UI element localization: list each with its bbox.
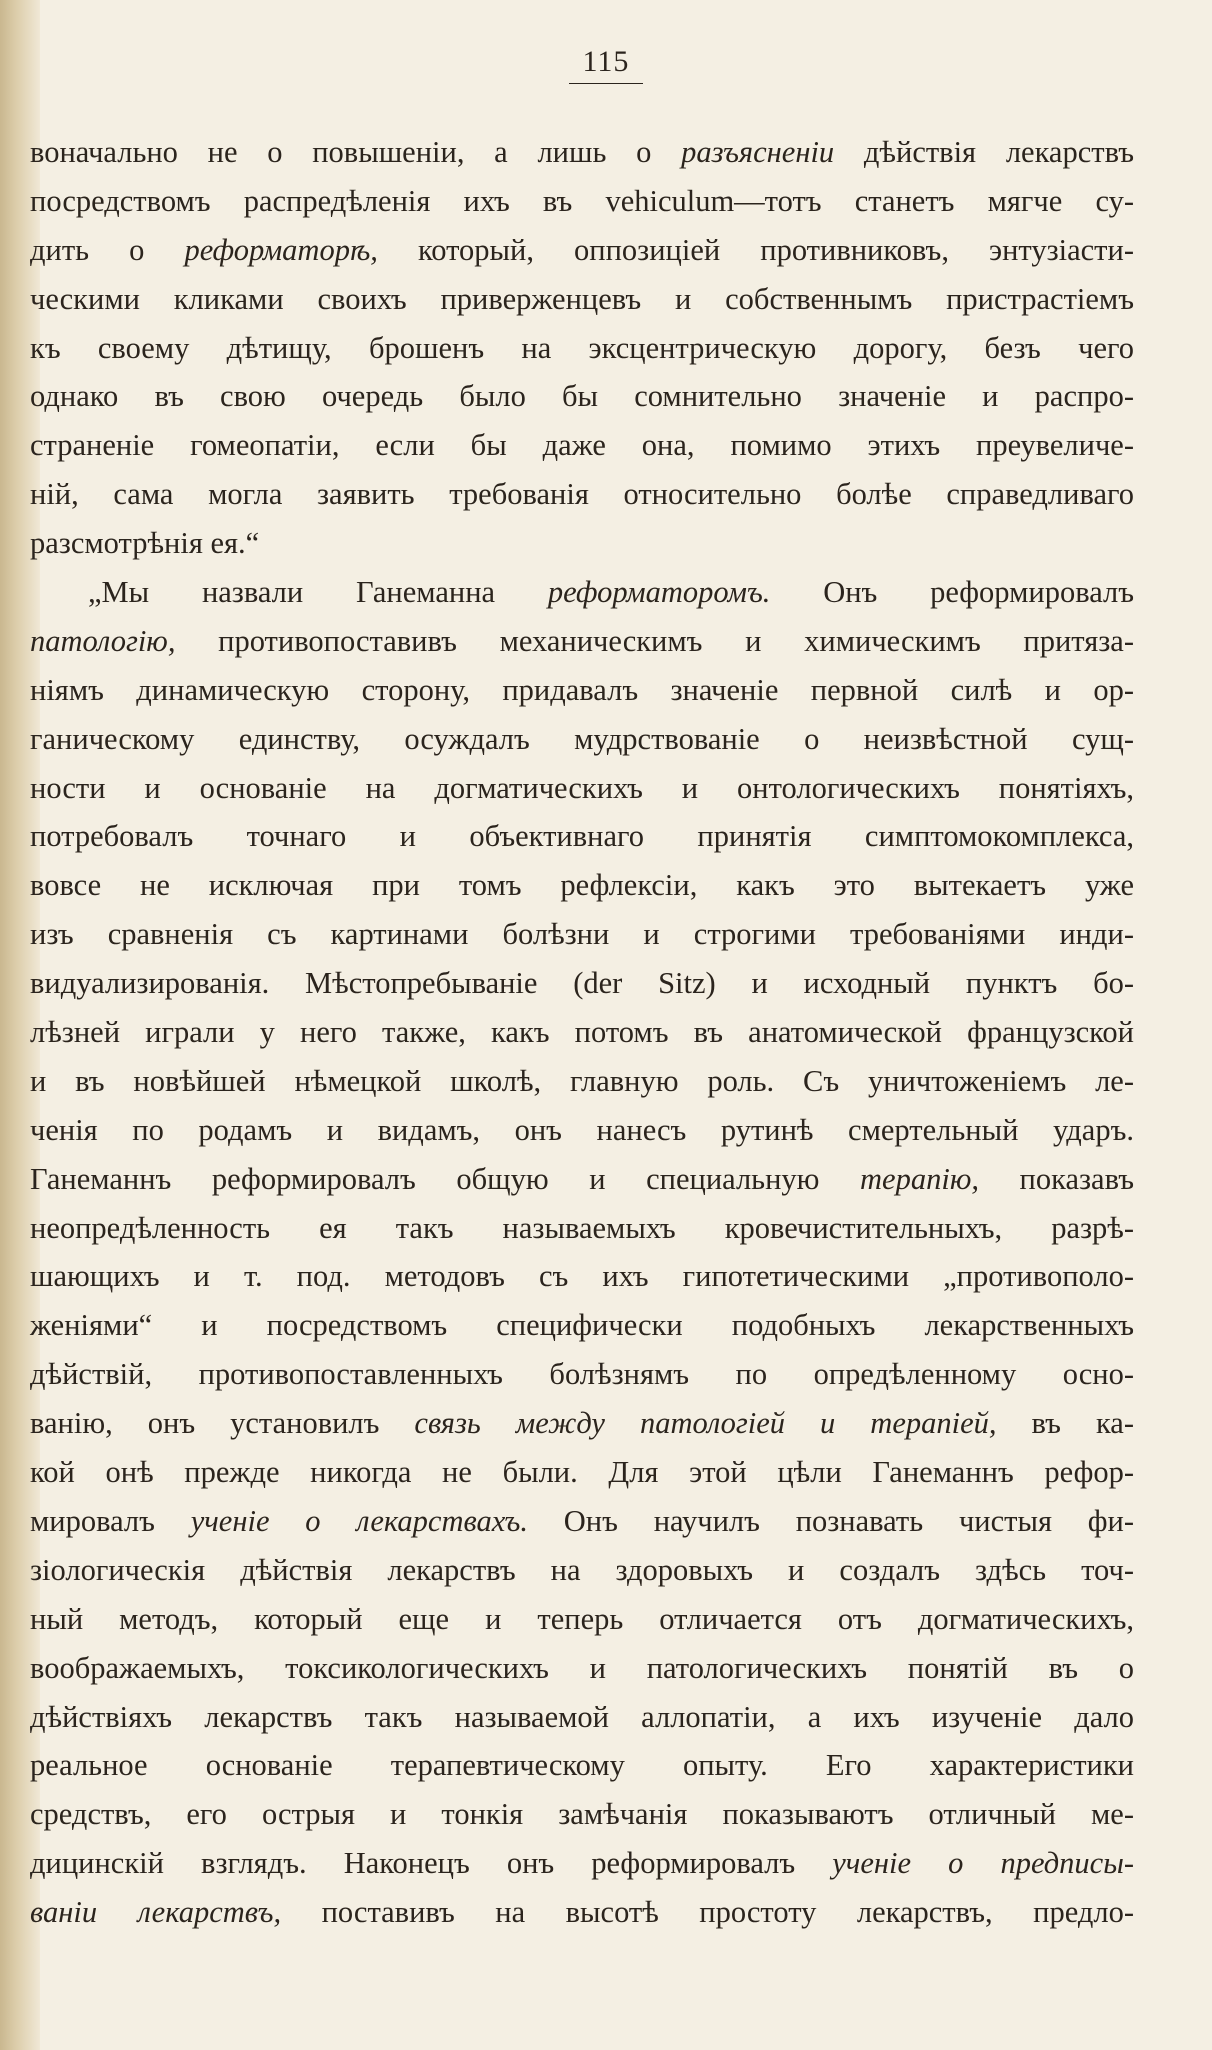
text-line bbox=[30, 1790, 1134, 1839]
text-line bbox=[30, 1497, 1134, 1546]
text-segment: ганическому единству, осуждалъ мудрствованіе о неизвѣстной сущ- bbox=[30, 721, 1134, 756]
text-line bbox=[30, 1399, 1134, 1448]
text-segment: Ганеманнъ реформировалъ общую и специальную bbox=[30, 1161, 861, 1196]
emphasized-text: связь между патологіей и терапіей, bbox=[414, 1406, 997, 1441]
text-line bbox=[30, 1008, 1134, 1057]
text-segment: вовсе не исключая при томъ рефлексіи, какъ это вытекаетъ уже bbox=[30, 868, 1134, 903]
text-segment: ванію, онъ установилъ bbox=[30, 1406, 415, 1441]
text-line bbox=[30, 764, 1134, 813]
text-segment: дѣйствія лекарствъ bbox=[834, 135, 1134, 169]
text-line bbox=[30, 226, 1134, 275]
text-line bbox=[30, 812, 1134, 861]
body-text bbox=[30, 128, 1134, 1937]
text-segment: зіологическія дѣйствія лекарствъ на здоровыхъ и создалъ здѣсь точ- bbox=[30, 1552, 1134, 1587]
text-segment: и въ новѣйшей нѣмецкой школѣ, главную роль. Съ уничтоженіемъ ле- bbox=[30, 1063, 1134, 1098]
text-segment: дить о bbox=[30, 232, 185, 267]
emphasized-text: ученіе о лекарствахъ. bbox=[190, 1503, 528, 1538]
text-line bbox=[30, 959, 1134, 1008]
text-segment: страненіе гомеопатіи, если бы даже она, помимо этихъ преувеличе- bbox=[30, 428, 1134, 463]
page-number bbox=[0, 45, 1212, 84]
text-segment: средствъ, его острыя и тонкія замѣчанія показываютъ отличный ме- bbox=[30, 1797, 1134, 1832]
text-segment: Онъ реформировалъ bbox=[770, 575, 1134, 610]
text-line bbox=[30, 421, 1134, 470]
page-number-value: 115 bbox=[569, 45, 644, 84]
text-line bbox=[30, 1644, 1134, 1693]
text-line bbox=[30, 568, 1134, 617]
text-line bbox=[30, 1839, 1134, 1888]
text-segment: видуализированія. Мѣстопребываніе (der Sitz) и исходный пунктъ бо- bbox=[30, 966, 1134, 1001]
emphasized-text: патологію, bbox=[30, 623, 176, 658]
text-line bbox=[30, 275, 1134, 324]
text-line bbox=[30, 372, 1134, 421]
text-segment: неопредѣленность ея такъ называемыхъ кровечистительныхъ, разрѣ- bbox=[30, 1210, 1134, 1245]
text-segment: къ своему дѣтищу, брошенъ на эксцентрическую дорогу, безъ чего bbox=[30, 330, 1134, 365]
text-line bbox=[30, 1155, 1134, 1204]
text-segment: ности и основаніе на догматическихъ и онтологическихъ понятіяхъ, bbox=[30, 770, 1134, 805]
text-line bbox=[30, 910, 1134, 959]
emphasized-text: терапію, bbox=[860, 1161, 979, 1196]
text-line bbox=[30, 1350, 1134, 1399]
text-line bbox=[30, 666, 1134, 715]
emphasized-text: реформаторѣ, bbox=[184, 232, 378, 267]
text-line bbox=[30, 1888, 1134, 1937]
emphasized-text: реформаторомъ. bbox=[547, 575, 771, 610]
emphasized-text: разъясненіи bbox=[681, 135, 835, 169]
text-segment: ніямъ динамическую сторону, придавалъ значеніе первной силѣ и ор- bbox=[30, 672, 1134, 707]
text-line bbox=[30, 617, 1134, 666]
text-segment: дѣйствіяхъ лекарствъ такъ называемой аллопатіи, а ихъ изученіе дало bbox=[30, 1699, 1134, 1734]
text-line bbox=[30, 861, 1134, 910]
text-segment: посредствомъ распредѣленія ихъ въ vehiculum—тотъ станетъ мягче су- bbox=[30, 183, 1134, 218]
text-line bbox=[30, 470, 1134, 519]
text-segment: лѣзней играли у него также, какъ потомъ въ анатомической французской bbox=[30, 1015, 1134, 1050]
text-line bbox=[30, 1448, 1134, 1497]
text-line bbox=[30, 1595, 1134, 1644]
text-segment: дицинскій взглядъ. Наконецъ онъ реформировалъ bbox=[30, 1846, 833, 1881]
text-segment: воображаемыхъ, токсикологическихъ и патологическихъ понятій въ о bbox=[30, 1650, 1134, 1685]
text-segment: ческими кликами своихъ приверженцевъ и собственнымъ пристрастіемъ bbox=[30, 281, 1134, 316]
text-segment: разсмотрѣнія ея.“ bbox=[30, 526, 260, 561]
text-line bbox=[30, 1204, 1134, 1253]
text-segment: мировалъ bbox=[30, 1503, 191, 1538]
text-line bbox=[30, 1252, 1134, 1301]
text-segment: поставивъ на высотѣ простоту лекарствъ, предло- bbox=[281, 1895, 1134, 1930]
text-segment: реальное основаніе терапевтическому опыту. Его характеристики bbox=[30, 1748, 1134, 1783]
text-segment: дѣйствій, противопоставленныхъ болѣзнямъ по опредѣленному осно- bbox=[30, 1357, 1134, 1392]
text-segment: кой онѣ прежде никогда не были. Для этой цѣли Ганеманнъ рефор- bbox=[30, 1455, 1134, 1490]
text-segment: „Мы назвали Ганеманна bbox=[88, 575, 548, 610]
text-line bbox=[30, 519, 1134, 568]
text-segment: показавъ bbox=[978, 1161, 1134, 1196]
text-segment: Онъ научилъ познавать чистыя фи- bbox=[528, 1503, 1135, 1538]
text-line bbox=[30, 1057, 1134, 1106]
text-segment: потребовалъ точнаго и объективнаго принятія симптомокомплекса, bbox=[30, 819, 1134, 854]
text-line bbox=[30, 715, 1134, 764]
text-segment: ченія по родамъ и видамъ, онъ нанесъ рутинѣ смертельный ударъ. bbox=[30, 1112, 1134, 1147]
text-segment: ній, сама могла заявить требованія относительно болѣе справедливаго bbox=[30, 477, 1134, 512]
text-segment: шающихъ и т. под. методовъ съ ихъ гипотетическими „противополо- bbox=[30, 1259, 1134, 1294]
text-segment: въ ка- bbox=[996, 1406, 1134, 1441]
text-segment: противопоставивъ механическимъ и химическимъ притяза- bbox=[175, 623, 1134, 658]
text-line bbox=[30, 177, 1134, 226]
text-line bbox=[30, 128, 1134, 177]
text-segment: изъ сравненія съ картинами болѣзни и строгими требованіями инди- bbox=[30, 917, 1134, 952]
text-line bbox=[30, 1301, 1134, 1350]
emphasized-text: ученіе о предписы- bbox=[832, 1846, 1135, 1881]
emphasized-text: ваніи лекарствъ, bbox=[30, 1895, 282, 1930]
text-line bbox=[30, 1106, 1134, 1155]
text-line bbox=[30, 324, 1134, 373]
text-segment: женіями“ и посредствомъ специфически подобныхъ лекарственныхъ bbox=[30, 1308, 1134, 1343]
text-segment: однако въ свою очередь было бы сомнительно значеніе и распро- bbox=[30, 379, 1134, 414]
text-line bbox=[30, 1741, 1134, 1790]
text-line bbox=[30, 1693, 1134, 1742]
text-segment: воначально не о повышеніи, а лишь о bbox=[30, 135, 682, 169]
text-segment: ный методъ, который еще и теперь отличается отъ догматическихъ, bbox=[30, 1601, 1134, 1636]
text-line bbox=[30, 1546, 1134, 1595]
text-segment: который, оппозиціей противниковъ, энтузіасти- bbox=[377, 232, 1134, 267]
